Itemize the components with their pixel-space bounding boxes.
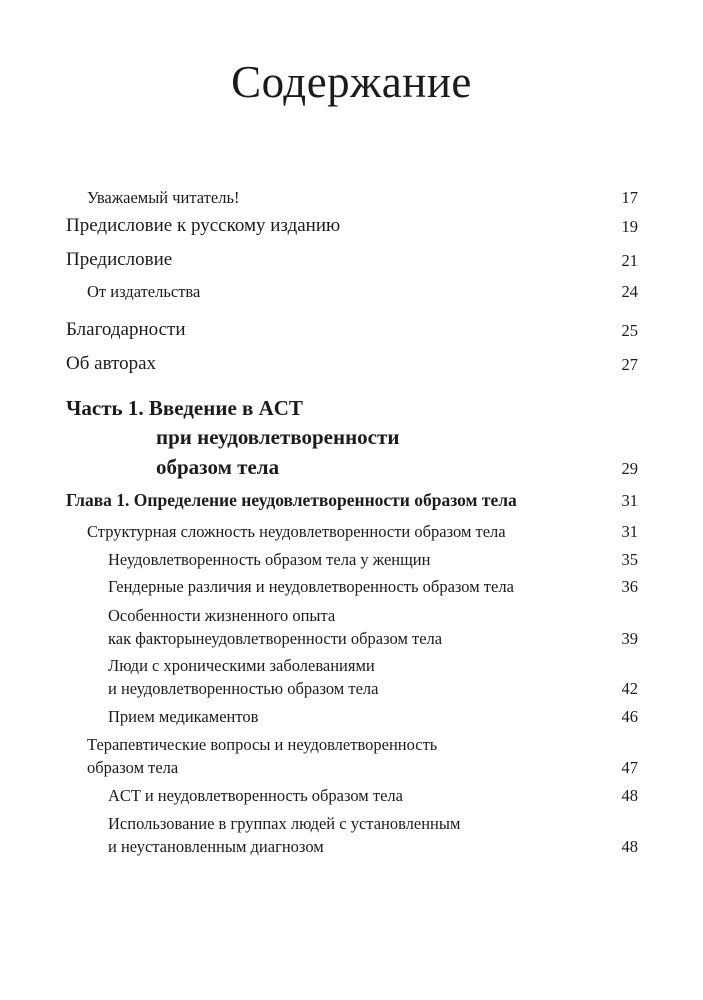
toc-entry-title-line-1: Люди с хроническими заболеваниями: [108, 656, 375, 675]
part-title-line-3: образом тела: [156, 455, 280, 479]
toc-entry-title: Предисловие к русскому изданию: [66, 215, 341, 236]
toc-entry-title: Структурная сложность неудовлетворенности образом тела: [87, 522, 506, 541]
part-title-line-1: Часть 1. Введение в ACT: [66, 396, 303, 420]
toc-entry-title-line-2: и неустановленным диагнозом: [108, 837, 324, 856]
toc-entry-title: Неудовлетворенность образом тела у женщин: [108, 550, 431, 569]
toc-entry-page: 47: [621, 758, 638, 777]
toc-entry-title: Прием медикаментов: [108, 707, 259, 726]
toc-entry-title: ACT и неудовлетворенность образом тела: [108, 786, 403, 805]
toc-entry-title-line-2: и неудовлетворенностью образом тела: [108, 679, 379, 698]
toc-entry-title: От издательства: [87, 282, 201, 301]
toc-entry-page: 31: [621, 522, 638, 541]
toc-entry-page: 36: [621, 577, 638, 596]
toc-entry-title-line-2: как факторынеудовлетворенности образом тела: [108, 629, 443, 648]
toc-entry-title: Об авторах: [66, 353, 157, 374]
toc-entry-page: 25: [621, 321, 638, 340]
toc-entry-title-line-1: Терапевтические вопросы и неудовлетворенность: [87, 735, 438, 754]
toc-entry-title: Благодарности: [66, 319, 186, 340]
toc-entry-title-line-2: образом тела: [87, 758, 179, 777]
toc-entry-page: 24: [621, 282, 638, 301]
page-title: Содержание: [231, 57, 472, 107]
toc-entry-page: 35: [621, 550, 638, 569]
toc-entry-page: 48: [621, 786, 638, 805]
toc-entry-title-line-1: Особенности жизненного опыта: [108, 606, 336, 625]
toc-entry-title: Предисловие: [66, 249, 173, 270]
toc-entry-page: 17: [621, 188, 638, 207]
chapter-title: Глава 1. Определение неудовлетворенности образом тела: [66, 490, 517, 510]
toc-entry-page: 46: [621, 707, 638, 726]
toc-entry-title: Уважаемый читатель!: [87, 188, 240, 207]
toc-entry-page: 27: [621, 355, 638, 374]
toc-entry-title: Гендерные различия и неудовлетворенность образом тела: [108, 577, 514, 596]
toc-entry-page: 19: [621, 217, 638, 236]
toc-entry-page: 21: [621, 251, 638, 270]
toc-entry-page: 39: [621, 629, 638, 648]
toc-entry-page: 31: [621, 491, 638, 510]
part-title-line-2: при неудовлетворенности: [156, 425, 400, 449]
toc-entry-page: 29: [621, 459, 638, 478]
toc-entry-page: 48: [621, 837, 638, 856]
toc-entry-title-line-1: Использование в группах людей с установленным: [108, 814, 461, 833]
toc-entry-page: 42: [621, 679, 638, 698]
